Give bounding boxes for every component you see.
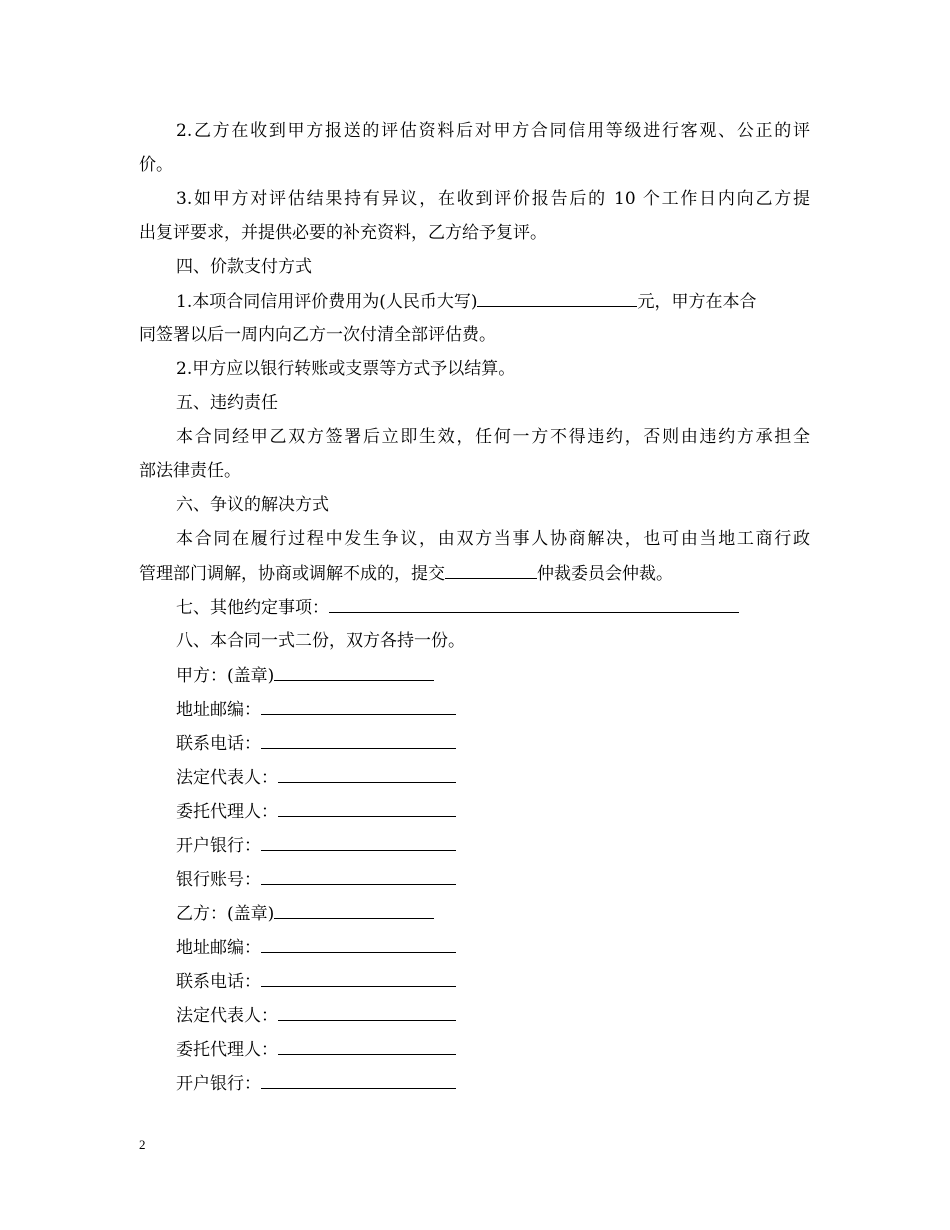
party-a-agent-blank[interactable] [278, 800, 456, 817]
paragraph-line: 同签署以后一周内向乙方一次付清全部评估费。 [139, 325, 496, 345]
fee-blank[interactable] [477, 290, 637, 307]
party-a-account-blank[interactable] [261, 868, 456, 885]
field-label: 乙方：(盖章) [176, 904, 275, 924]
paragraph-line: 出复评要求，并提供必要的补充资料，乙方给予复评。 [139, 223, 547, 243]
field-label: 法定代表人： [176, 768, 278, 788]
section-heading: 七、其他约定事项： [176, 598, 329, 618]
paragraph-line: 价。 [139, 155, 173, 175]
paragraph-text: 元，甲方在本合 [637, 292, 757, 312]
signature-field [176, 834, 456, 857]
signature-field [176, 698, 456, 721]
paragraph-line: 本合同经甲乙双方签署后立即生效，任何一方不得违约，否则由违约方承担全 [176, 427, 810, 447]
paragraph-line: 2.乙方在收到甲方报送的评估资料后对甲方合同信用等级进行客观、公正的评 [176, 121, 810, 141]
section-heading: 八、本合同一式二份，双方各持一份。 [176, 631, 465, 651]
field-label: 甲方：(盖章) [176, 666, 275, 686]
field-label: 联系电话： [176, 972, 261, 992]
other-terms-blank[interactable] [329, 596, 739, 613]
section-heading: 五、违约责任 [176, 393, 278, 413]
arbitration-blank[interactable] [445, 562, 537, 579]
party-b-phone-blank[interactable] [261, 970, 456, 987]
party-a-legal-rep-blank[interactable] [278, 766, 456, 783]
party-a-seal-blank[interactable] [274, 664, 434, 681]
party-b-bank-blank[interactable] [261, 1072, 456, 1089]
signature-field [176, 936, 456, 959]
field-label: 委托代理人： [176, 802, 278, 822]
paragraph-text: 管理部门调解，协商或调解不成的，提交 [139, 564, 445, 584]
party-b-address-blank[interactable] [261, 936, 456, 953]
party-a-bank-blank[interactable] [261, 834, 456, 851]
paragraph-line [176, 290, 810, 313]
field-label: 法定代表人： [176, 1006, 278, 1026]
signature-field [176, 1072, 456, 1095]
signature-field [176, 732, 456, 755]
signature-field [176, 1038, 456, 1061]
party-a-address-blank[interactable] [261, 698, 456, 715]
field-label: 委托代理人： [176, 1040, 278, 1060]
field-label: 开户银行： [176, 1074, 261, 1094]
signature-field [176, 664, 434, 687]
field-label: 开户银行： [176, 836, 261, 856]
section-heading: 六、争议的解决方式 [176, 495, 329, 515]
signature-field [176, 800, 456, 823]
field-label: 地址邮编： [176, 700, 261, 720]
paragraph-line: 部法律责任。 [139, 461, 241, 481]
paragraph-line: 2.甲方应以银行转账或支票等方式予以结算。 [176, 359, 516, 379]
signature-field [176, 868, 456, 891]
paragraph-text: 1.本项合同信用评价费用为(人民币大写) [176, 292, 478, 312]
paragraph-line: 本合同在履行过程中发生争议，由双方当事人协商解决，也可由当地工商行政 [176, 529, 810, 549]
paragraph-line [176, 596, 739, 619]
paragraph-text: 仲裁委员会仲裁。 [537, 564, 673, 584]
party-b-seal-blank[interactable] [274, 902, 434, 919]
field-label: 地址邮编： [176, 938, 261, 958]
signature-field [176, 902, 434, 925]
party-b-agent-blank[interactable] [278, 1038, 456, 1055]
signature-field [176, 970, 456, 993]
field-label: 联系电话： [176, 734, 261, 754]
party-a-phone-blank[interactable] [261, 732, 456, 749]
paragraph-line [139, 562, 673, 585]
party-b-legal-rep-blank[interactable] [278, 1004, 456, 1021]
paragraph-line: 3.如甲方对评估结果持有异议，在收到评价报告后的 10 个工作日内向乙方提 [176, 189, 810, 209]
signature-field [176, 766, 456, 789]
page-number: 2 [139, 1137, 146, 1152]
field-label: 银行账号： [176, 870, 261, 890]
section-heading: 四、价款支付方式 [176, 257, 312, 277]
signature-field [176, 1004, 456, 1027]
